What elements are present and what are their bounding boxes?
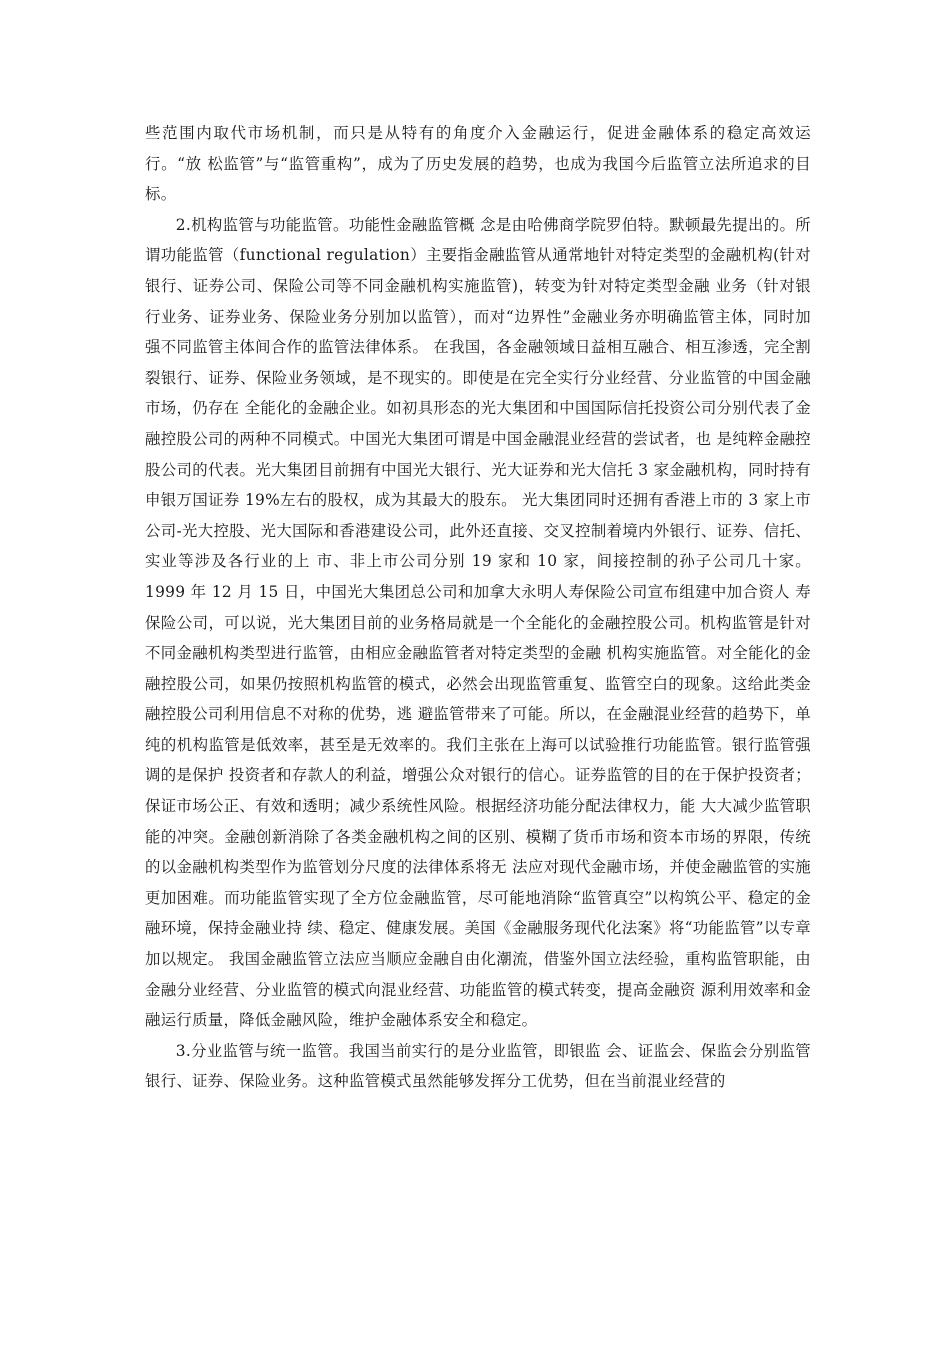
paragraph-1: 些范围内取代市场机制，而只是从特有的角度介入金融运行，促进金融体系的稳定高效运行。“放 松监管”与“监管重构”，成为了历史发展的趋势，也成为我国今后监管立法所追求的目标。 — [145, 124, 811, 204]
paragraph-2: 2.机构监管与功能监管。功能性金融监管概 念是由哈佛商学院罗伯特。默顿最先提出的。所谓功能监管（functional regulation）主要指金融监管从通常地针对特定类型的金融机构(针对银行、证券公司、保险公司等不同金融机构实施监管)，转变为针对特定类型金融 业务（针对银行业务、证券业务、保险业务分别加以监管），而对“边界性”金融业务亦明确监管主体，同时加强不同监管主体间合作的监管法律体系。 在我国，各金融领域日益相互融合、相互渗透，完全割裂银行、证券、保险业务领域，是不现实的。即使是在完全实行分业经营、分业监管的中国金融市场，仍存在 全能化的金融企业。如初具形态的光大集团和中国国际信托投资公司分别代表了金融控股公司的两种不同模式。中国光大集团可谓是中国金融混业经营的尝试者，也 是纯粹金融控股公司的代表。光大集团目前拥有中国光大银行、光大证券和光大信托 3 家金融机构，同时持有申银万国证券 19%左右的股权，成为其最大的股东。 光大集团同时还拥有香港上市的 3 家上市公司-光大控股、光大国际和香港建设公司，此外还直接、交叉控制着境内外银行、证券、信托、实业等涉及各行业的上 市、非上市公司分别 19 家和 10 家，间接控制的孙子公司几十家。1999 年 12 月 15 日，中国光大集团总公司和加拿大永明人寿保险公司宣布组建中加合资人 寿保险公司，可以说，光大集团目前的业务格局就是一个全能化的金融控股公司。机构监管是针对不同金融机构类型进行监管，由相应金融监管者对特定类型的金融 机构实施监管。对全能化的金融控股公司，如果仍按照机构监管的模式，必然会出现监管重复、监管空白的现象。这给此类金融控股公司利用信息不对称的优势，逃 避监管带来了可能。所以，在金融混业经营的趋势下，单纯的机构监管是低效率，甚至是无效率的。我们主张在上海可以试验推行功能监管。银行监管强调的是保护 投资者和存款人的利益，增强公众对银行的信心。证券监管的目的在于保护投资者；保证市场公正、有效和透明；减少系统性风险。根据经济功能分配法律权力，能 大大减少监管职能的冲突。金融创新消除了各类金融机构之间的区别、模糊了货币市场和资本市场的界限，传统的以金融机构类型作为监管划分尺度的法律体系将无 法应对现代金融市场，并使金融监管的实施更加困难。而功能监管实现了全方位金融监管，尽可能地消除“监管真空”以构筑公平、稳定的金融环境，保持金融业持 续、稳定、健康发展。美国《金融服务现代化法案》将“功能监管”以专章加以规定。 我国金融监管立法应当顺应金融自由化潮流，借鉴外国立法经验，重构监管职能，由金融分业经营、分业监管的模式向混业经营、功能监管的模式转变，提高金融资 源利用效率和金融运行质量，降低金融风险，维护金融体系安全和稳定。 — [145, 215, 811, 1030]
document-page — [145, 118, 811, 1097]
paragraph-3: 3.分业监管与统一监管。我国当前实行的是分业监管，即银监 会、证监会、保监会分别监管银行、证券、保险业务。这种监管模式虽然能够发挥分工优势，但在当前混业经营的 — [145, 1041, 811, 1091]
